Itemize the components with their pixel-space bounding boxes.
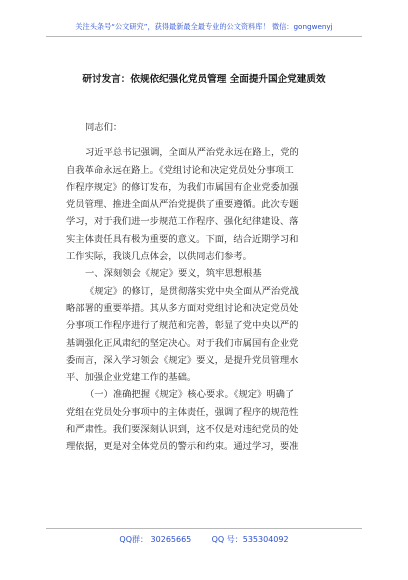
body-line-salutation: 同志们： [85,122,123,133]
body-line: 基调强化正风肃纪的坚定决心。对于我们市属国有企业党 [66,337,299,349]
body-line: 和严肃性。我们要深刻认识到，这不仅是对违纪党员的处 [66,424,299,436]
body-line: 作程序规定》的修订发布，为我们市属国有企业党委加强 [66,181,299,193]
document-body [66,119,350,456]
subsection-line: （一）准确把握《规定》核心要求。《规定》明确了 [85,389,295,401]
body-line: 实主体责任具有极为重要的意义。下面，结合近期学习和 [66,233,299,245]
header-note: 关注头条号“公文研究”，获得最新最全最专业的公文资料库！ 微信：gongwenyj [75,22,333,31]
document-title: 研讨发言：依规依纪强化党员管理 全面提升国企党建质效 [82,74,326,85]
footer-divider [46,528,362,529]
body-line: 理依据，更是对全体党员的警示和约束。通过学习，要准 [66,441,299,453]
header-divider [46,36,362,37]
body-line: 习近平总书记强调，全面从严治党永远在路上，党的 [85,147,299,159]
body-line: 工作实际，我谈几点体会，以供同志们参考。 [66,251,252,263]
body-line: 自我革命永远在路上。《党组讨论和决定党员处分事项工 [66,164,294,176]
body-line: 分事项工作程序进行了规范和完善，彰显了党中央以严的 [66,320,299,332]
footer-note: QQ群： 30265665 QQ 号：535304092 [119,535,289,544]
body-line: 略部署的重要举措。其从多方面对党组讨论和决定党员处 [66,302,299,314]
section-heading: 一、深刻领会《规定》要义，筑牢思想根基 [85,268,262,280]
body-line: 《规定》的修订，是贯彻落实党中央全面从严治党战 [85,285,299,297]
body-line: 党员管理、推进全面从严治党提供了重要遵循。此次专题 [66,199,299,211]
body-line: 学习，对于我们进一步规范工作程序、强化纪律建设、落 [66,216,299,228]
body-line: 委而言，深入学习领会《规定》要义，是提升党员管理水 [66,354,299,366]
body-line: 党组在党员处分事项中的主体责任，强调了程序的规范性 [66,406,299,418]
body-line: 平、加强企业党建工作的基础。 [66,372,197,384]
